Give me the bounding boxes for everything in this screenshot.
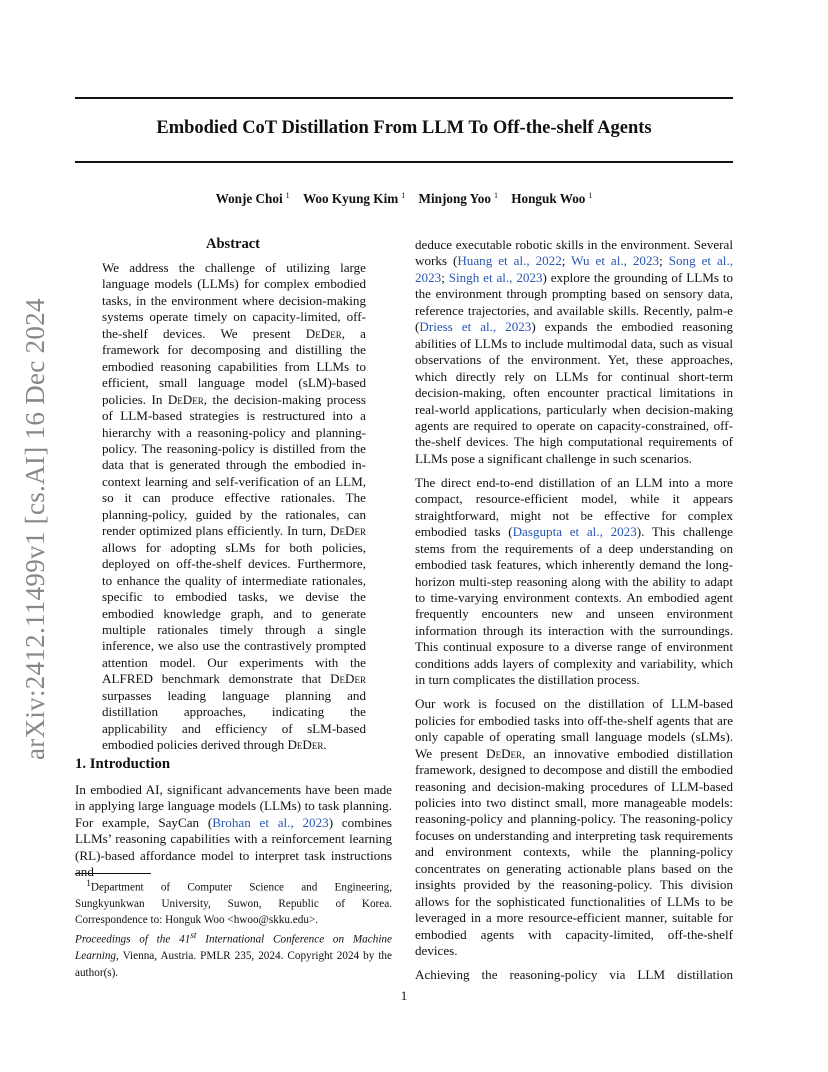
citation-link[interactable]: Brohan et al., 2023 [212, 814, 329, 830]
citation-link[interactable]: Singh et al., 2023 [448, 269, 543, 285]
author: Minjong Yoo $^1$ [418, 191, 498, 207]
citation-link[interactable]: Driess et al., 2023 [419, 319, 532, 335]
citation-link[interactable]: Song et al., 2023 [415, 253, 733, 285]
abstract-body: We address the challenge of utilizing large language models (LLMs) for complex embodied tasks, in the environment where decision-making systems operate timely on capacity-limited, off-the-shelf devices. We present DeDer, a framework for decomposing and distilling the embodied reasoning capabilities from LLMs to efficient, small language model (sLM)-based policies. In DeDer, the decision-making process of LLM-based strategies is restructured into a hierarchy with a reasoning-policy and planning-policy. The reasoning-policy is distilled from the data that is generated through the embodied in-context learning and self-verification of an LLM, so it can produce effective rationales. The planning-policy, guided by the rationales, can render optimized plans efficiently. In turn, DeDer allows for adopting sLMs for both policies, deployed on off-the-shelf devices. Furthermore, to enhance the quality of intermediate rationales, specific to embodied tasks, we devise the embodied knowledge graph, and to generate multiple rationales timely through a single inference, we also use the contrastively prompted attention model. Our experiments with the ALFRED benchmark demonstrate that DeDer surpasses leading language planning and distillation approaches, indicating the applicability and efficiency of sLM-based embodied policies derived through DeDer. [102, 260, 366, 753]
citation-link[interactable]: Dasgupta et al., 2023 [512, 524, 637, 540]
author: Woo Kyung Kim $^1$ [302, 191, 406, 207]
abstract-heading: Abstract [206, 236, 260, 252]
right-column [415, 237, 733, 991]
title-bottom-rule [75, 161, 733, 163]
citation-link[interactable]: Wu et al., 2023 [571, 253, 660, 269]
author: Wonje Choi $^1$ [215, 191, 290, 207]
section-heading-introduction: 1. Introduction [75, 756, 171, 772]
affiliation-footnote: $^1$Department of Computer Science and Engineering, Sungkyunkwan University, Suwon, Republic of Korea. Correspondence to: Honguk Woo <hwoo@skku.edu>. [75, 879, 392, 926]
body-paragraph: Our work is focused on the distillation of LLM-based policies for embodied tasks into off-the-shelf agents that are only capable of operating small language models (sLMs). We present DeDer, an innovative embodied distillation framework, designed to decompose and distill the embodied reasoning and decision-making procedures of LLM-based policies into two distinct small, more manageable models: reasoning-policy and planning-policy. The reasoning-policy focuses on understanding and interpreting task requirements and environment contexts, while the planning-policy concentrates on generating actionable plans based on the insights provided by the reasoning-policy. This division allows for the sophisticated functionalities of LLMs to be leveraged in a more resource-efficient manner, suitable for embodied agents with capacity-limited, off-the-shelf devices. [415, 696, 733, 959]
author: Honguk Woo $^1$ [511, 191, 593, 207]
author-list [75, 191, 733, 207]
body-paragraph: deduce executable robotic skills in the environment. Several works (Huang et al., 2022; Wu et al., 2023; Song et al., 2023; Singh et al., 2023) explore the grounding of LLMs to the environment through prompting based on sensory data, reference trajectories, and available skills. Recently, palm-e (Driess et al., 2023) expands the embodied reasoning abilities of LLMs to include multimodal data, such as visual observations of the environment. Yet, these approaches, which directly rely on LLMs for continual short-term decision-making, often encounter practical limitations in real-world applications, particularly when decision-making agents are required to operate on capacity-constrained, off-the-shelf devices. The high computational requirements of LLMs pose a significant challenge in such scenarios. [415, 237, 733, 466]
proceedings-note: Proceedings of the 41st International Conference on Machine Learning, Vienna, Austria. PMLR 235, 2024. Copyright 2024 by the author(s). [75, 931, 392, 979]
title-top-rule [75, 97, 733, 99]
introduction-paragraph: In embodied AI, significant advancements have been made in applying large language models (LLMs) to task planning. For example, SayCan (Brohan et al., 2023) combines LLMs’ reasoning capabilities with a reinforcement learning (RL)-based affordance model to interpret task instructions and [75, 782, 392, 880]
paper-title: Embodied CoT Distillation From LLM To Off-the-shelf Agents [156, 118, 652, 138]
footnote-rule [75, 873, 151, 874]
body-paragraph: The direct end-to-end distillation of an LLM into a more compact, resource-efficient model, while it appears straightforward, might not be effective for complex embodied tasks (Dasgupta et al., 2023). This challenge stems from the requirements of a deep understanding on embodied task features, which inherently demand the long-horizon multi-step reasoning along with the ability to adapt to time-varying environment contexts. An embodied agent frequently encounters new and unseen environment information through its interaction with the surroundings. This continual exposure to a diverse range of environment conditions adds layers of complexity and variability, which in turn complicates the distillation process. [415, 474, 733, 688]
page-number: 1 [400, 988, 408, 1003]
arxiv-identifier: arXiv:2412.11499v1 [cs.AI] 16 Dec 2024 [20, 298, 50, 760]
citation-link[interactable]: Huang et al., 2022 [457, 253, 562, 269]
body-paragraph: Achieving the reasoning-policy via LLM distillation [415, 966, 733, 982]
